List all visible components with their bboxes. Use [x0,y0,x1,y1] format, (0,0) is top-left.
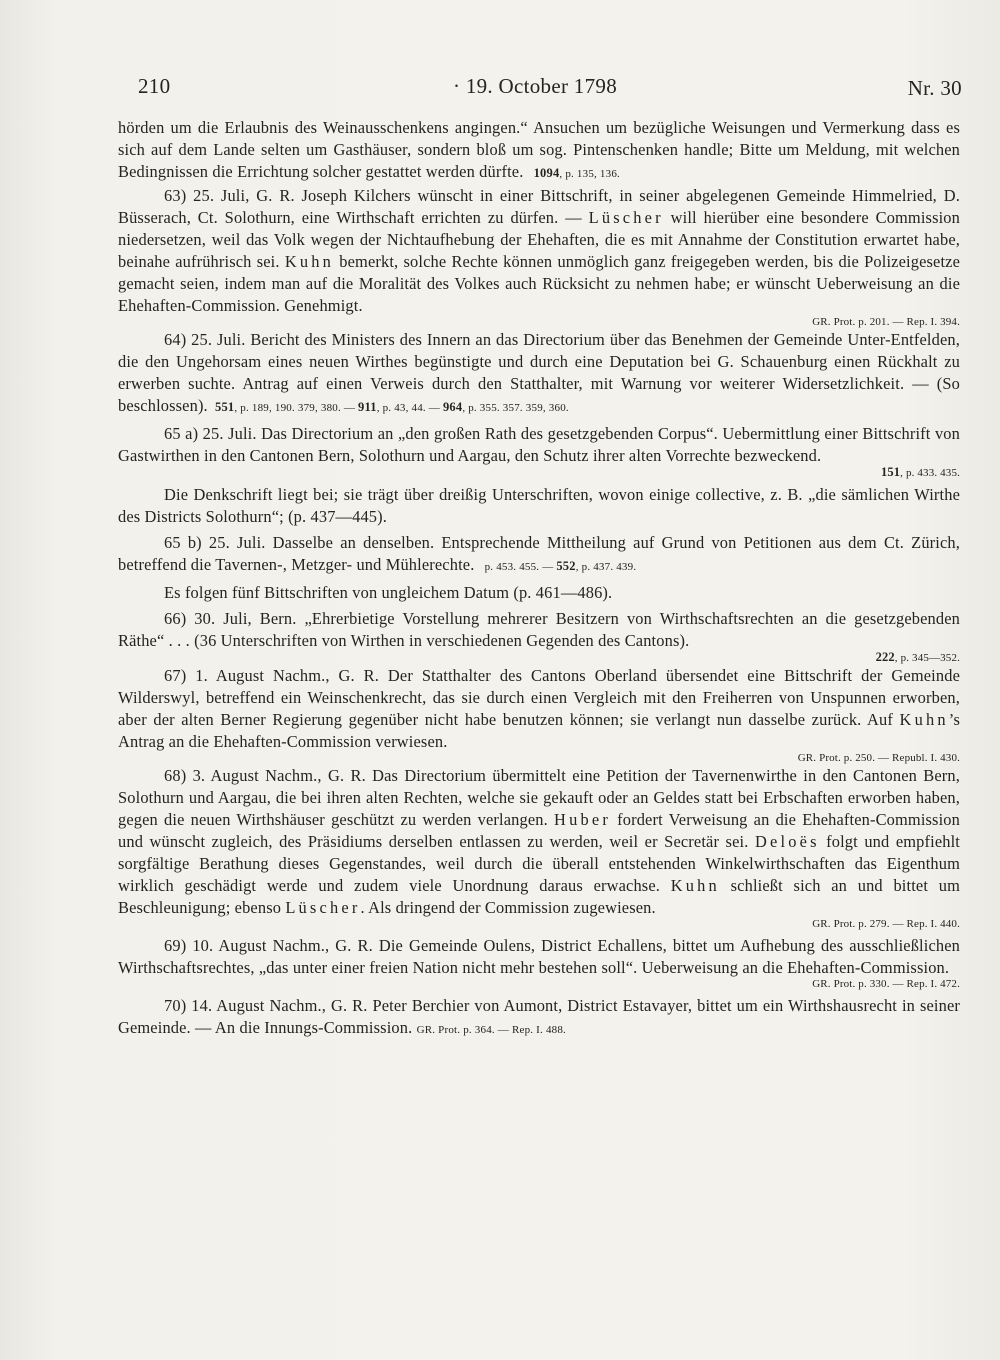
source-reference: 551, p. 189, 190. 379, 380. — 911, p. 43, 44. — 964, p. 355. 357. 359, 360. [215,400,569,414]
source-reference: GR. Prot. p. 250. — Republ. I. 430. [797,752,960,764]
entry-66: 66) 30. Juli, Bern. „Ehrerbietige Vorstellung mehrerer Besitzern von Wirthschaftsrechten an die gesetzgebenden Räthe“ . . . (36 Unterschriften von Wirthen in verschiedenen Gegenden des Cantons). 222, p. 345—352. [118,609,960,664]
entry-note: Es folgen fünf Bittschriften von ungleichem Datum (p. 461—486). [164,583,613,602]
source-reference: GR. Prot. p. 201. — Rep. I. 394. [812,316,960,328]
source-reference: 1094, p. 135, 136. [533,166,620,180]
person-name: Kuhn [284,252,335,271]
entry-63: 63) 25. Juli, G. R. Joseph Kilchers wünscht in einer Bittschrift, in seiner abgelegenen Gemeinde Himmelried, D. Büsserach, Ct. Solothurn, eine Wirthschaft errichten zu dürfen. — Lüscher will hierüber eine besondere Commission niedersetzen, weil das Volk wegen der Nichtaufhebung der Ehehaften, die es mit Annahme der Constitution erwartet habe, beinahe aufrührisch sei. Kuhn bemerkt, solche Rechte können unmöglich ganz freigegeben werden, bis die Polizeigesetze gemacht seien, indem man auf die Moralität des Volkes auch Rücksicht zu nehmen habe; er wünscht Ueberweisung an die Ehehaften-Commission. Genehmigt. GR. Prot. p. 201. — Rep. I. 394. [118,186,960,328]
source-reference: 222, p. 345—352. [875,650,960,664]
person-name: Lüscher [285,898,361,917]
entry-65b: 65 b) 25. Juli. Dasselbe an denselben. Entsprechende Mittheilung auf Grund von Petitionen aus dem Ct. Zürich, betreffend die Tavernen-, Metzger- und Mühlerechte. p. 453. 455. — 552, p. 437. 439. [118,533,960,574]
entry-70: 70) 14. August Nachm., G. R. Peter Berchier von Aumont, District Estavayer, bittet um ein Wirthshausrecht in seiner Gemeinde. — An die Innungs-Commission. GR. Prot. p. 364. — Rep. I. 488. [118,996,960,1037]
entry-note: Die Denkschrift liegt bei; sie trägt über dreißig Unterschriften, wovon einige collective, z. B. „die sämlichen Wirthe des Districts Solothurn“; (p. 437—445). [118,485,960,526]
entry-67: 67) 1. August Nachm., G. R. Der Statthalter des Cantons Oberland übersendet eine Bittschrift der Gemeinde Wilderswyl, betreffend ein Weinschenkrecht, das sie durch einen Vergleich mit den Freiherren von Unspunnen erworben, aber der alten Berner Regierung gegenüber nicht habe benutzen können; sie verlangt nun dasselbe zurück. Auf Kuhn’s Antrag an die Ehehaften-Commission verwiesen. GR. Prot. p. 250. — Republ. I. 430. [118,666,960,764]
source-reference: GR. Prot. p. 279. — Rep. I. 440. [812,918,960,930]
running-header [138,74,962,106]
person-name: Kuhn [899,710,949,729]
source-reference: p. 453. 455. — 552, p. 437. 439. [484,559,637,573]
document-body [118,117,960,1041]
paragraph-continuation [118,117,960,185]
document-number: Nr. 30 [907,76,962,100]
entry-69: 69) 10. August Nachm., G. R. Die Gemeinde Oulens, District Echallens, bittet um Aufhebung des ausschließlichen Wirthschaftsrechtes, „das unter einer freien Nation nicht mehr bestehen soll“. Ueberweisung an die Ehehaften-Commission. GR. Prot. p. 330. — Rep. I. 472. [118,936,960,990]
entry-68: 68) 3. August Nachm., G. R. Das Directorium übermittelt eine Petition der Tavernenwirthe in den Cantonen Bern, Solothurn und Aargau, die bei ihren alten Rechten, welche sie gekauft oder an Geldes statt bei Erbschaften erworben haben, gegen die neuen Wirthshäuser geschützt zu werden verlangen. Huber fordert Verweisung an die Ehehaften-Commission und wünscht zugleich, des Präsidiums derselben entlassen zu werden, weil er Secretär sei. Deloës folgt und empfiehlt sorgfältige Berathung dieses Gegenstandes, weil durch die überall entstehenden Winkelwirthschaften das Eigenthum wirklich geschädigt werde und zudem viele Unordnung daraus erwachse. Kuhn schließt sich an und bittet um Beschleunigung; ebenso Lüscher. Als dringend der Commission zugewiesen. GR. Prot. p. 279. — Rep. I. 440. [118,766,960,930]
entry-64: 64) 25. Juli. Bericht des Ministers des Innern an das Directorium über das Benehmen der Gemeinde Unter-Entfelden, die den Ungehorsam eines neuen Wirthes begünstigte und durch eine Deputation bei G. Schauenburg einen Rückhalt zu erwerben suchte. Antrag auf einen Verweis durch den Statthalter, mit Warnung vor weiterer Widersetzlichkeit. — (So beschlossen). 551, p. 189, 190. 379, 380. — 911, p. 43, 44. — 964, p. 355. 357. 359, 360. [118,330,960,415]
person-name: Lüscher [588,208,664,227]
person-name: Huber [554,810,611,829]
page-number: 210 [138,74,171,98]
paragraph-text: hörden um die Erlaubnis des Weinausschenkens angingen.“ Ansuchen um bezügliche Weisungen und Vermerkung dass es sich auf dem Lande selten um Gasthäuser, sondern bloß um sog. Pintenschenken handle; Bitte um Meldung, mit welchen Bedingnissen die Errichtung solcher gestattet werden dürfte. [118,118,960,181]
header-date: · 19. October 1798 [452,74,618,98]
entry-65a: 65 a) 25. Juli. Das Directorium an „den großen Rath des gesetzgebenden Corpus“. Uebermittlung einer Bittschrift von Gastwirthen in den Cantonen Bern, Solothurn und Aargau, den Schutz ihrer alten Vorrechte bezweckend. 151, p. 433. 435. [118,424,960,479]
person-name: Deloës [754,832,820,851]
source-reference: GR. Prot. p. 330. — Rep. I. 472. [812,978,960,990]
source-reference: 151, p. 433. 435. [880,465,960,479]
source-reference: GR. Prot. p. 364. — Rep. I. 488. [416,1024,566,1036]
person-name: Kuhn [670,876,720,895]
